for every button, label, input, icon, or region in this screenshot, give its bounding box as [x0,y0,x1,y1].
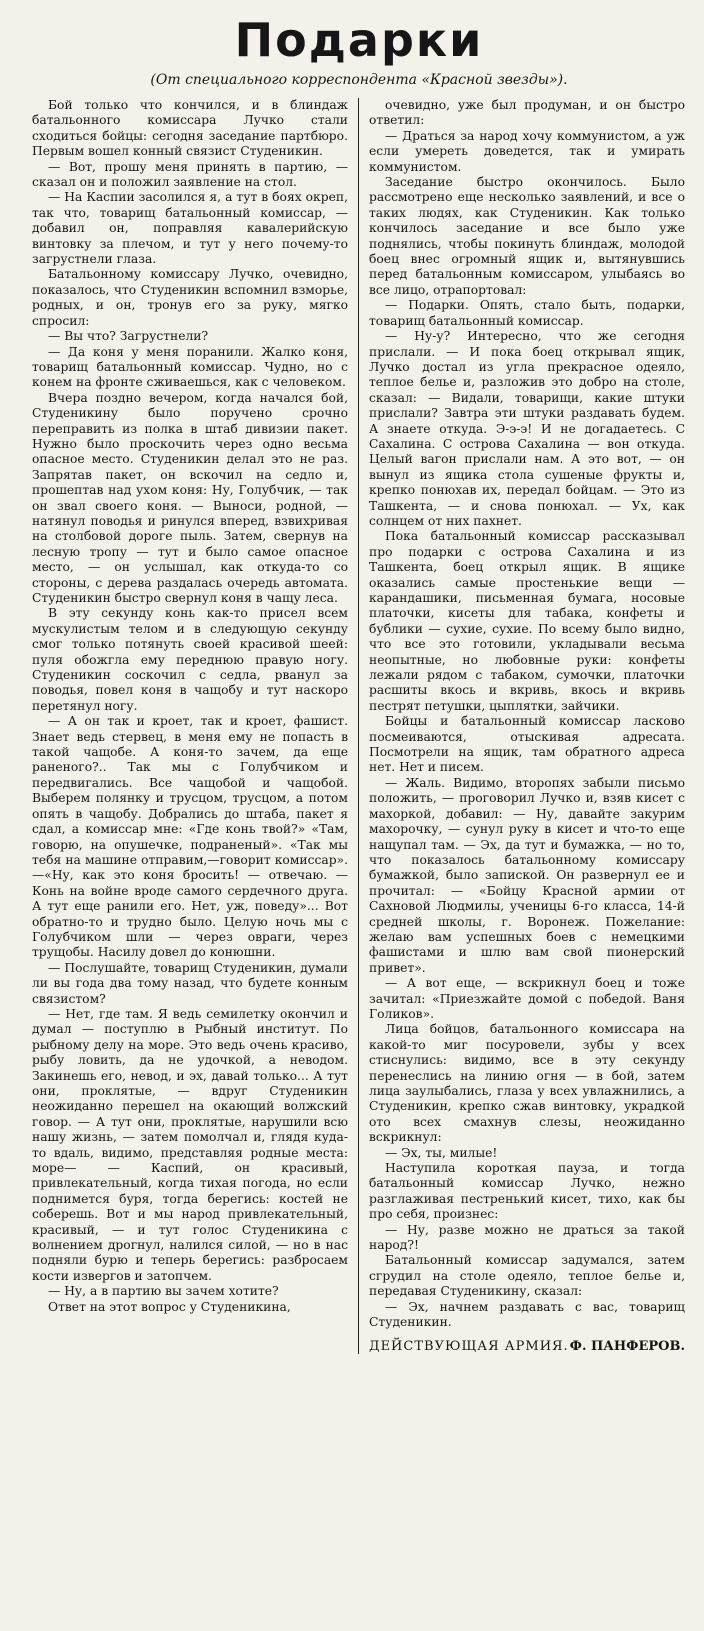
signature-block [369,1339,685,1354]
article-paragraph: — На Каспии засолился я, а тут в боях окреп, так что, товарищ батальонный комиссар, — добавил он, поправляя кавалерийскую винтовку за плечом, и тут у него почему-то загрустнели глаза. [32,190,348,267]
article-paragraph: Вчера поздно вечером, когда начался бой, Студеникину было поручено срочно переправить из полка в штаб дивизии пакет. Нужно было проскочить через одно весьма опасное место. Студеникин делал это не раз. Запрятав пакет, он вскочил на седло и, прошептав над ухом коня: Ну, Голубчик, — так он звал своего коня. — Выноси, родной, — натянул поводья и ринулся вперед, взвихривая на столбовой дороге пыль. Затем, свернув на лесную тропу — тут и было самое опасное место, — он услышал, как откуда-то со стороны, с дерева раздалась очередь автомата. Студеникин быстро свернул коня в чащу леса. [32,390,348,605]
article-paragraph: — Вы что? Загрустнели? [48,329,209,344]
article-paragraph: — Эх, ты, милые! [385,1145,498,1160]
article-paragraph: Батальонный комиссар задумался, затем сгрудил на столе одеяло, теплое белье и, передавая Студеникину, сказал: [369,1253,685,1299]
article-body [32,98,686,1354]
article-paragraph: — Ну, разве можно не драться за такой народ?! [369,1222,685,1253]
article-paragraph: — Драться за народ хочу коммунистом, а уж если умереть доведется, так и умирать коммунистом. [369,128,685,174]
article-paragraph: Бойцы и батальонный комиссар ласково посмеиваются, отыскивая адресата. Посмотрели на ящик, там обратного адреса нет. Нет и писем. [369,714,685,775]
article-paragraph: — Да коня у меня поранили. Жалко коня, товарищ батальонный комиссар. Чудно, но с конем на фронте сживаешься, как с человеком. [32,344,348,390]
article-paragraph: В эту секунду конь как-то присел всем мускулистым телом и в следующую секунду смог только потянуть своей красивой шеей: пуля обожгла ему переднюю правую ногу. Студеникин соскочил с седла, рванул за поводья, повел коня в чащобу и тут наскоро перетянул ногу. [32,606,348,713]
article-paragraph: Лица бойцов, батальонного комиссара на какой-то миг посуровели, зубы у всех стиснулись: видимо, все в эту секунду перенеслись на линию огня — в бой, затем лица заулыбались, глаза у всех увлажнились, а Студеникин, крепко сжав винтовку, украдкой ото всех смахнув слезы, неожиданно вскрикнул: [369,1022,685,1145]
article-paragraph: Заседание быстро окончилось. Было рассмотрено еще несколько заявлений, и все о таких людях, как Студеникин. Как только кончилось заседание и все было уже поднялись, чтобы покинуть блиндаж, молодой боец внес огромный ящик и, вытянувшись перед батальонным комиссаром, улыбаясь во все лицо, отрапортовал: [369,175,685,297]
article-headline: Подарки [234,13,484,67]
article-paragraph: Ответ на этот вопрос у Студеникина, [48,1299,291,1314]
article-paragraph: — А он так и кроет, так и кроет, фашист. Знает ведь стервец, в меня ему не попасть в такой чащобе. А коня-то зачем, да еще раненого?.. Так мы с Голубчиком и передвигались. Все чащобой и чащобой. Выберем полянку и трусцом, трусцом, а потом опять в чащобу. Добрались до штаба, пакет я сдал, а комиссар мне: «Где конь твой?» «Там, говорю, на опушечке, подраненый». «Так мы тебя на машине отправим,—говорит комиссар».—«Ну, как это коня бросить! — отвечаю. — Конь на войне вроде самого сердечного друга. А тут еще ранили его. Нет, уж, поведу»... Вот обратно-то и трудно было. Целую ночь мы с Голубчиком шли — через овраги, через трущобы. Насилу довел до конюшни. [32,714,348,960]
article-paragraph: — Послушайте, товарищ Студеникин, думали ли вы года два тому назад, что будете конным связистом? [32,960,348,1006]
article-paragraph: очевидно, уже был продуман, и он быстро ответил: [369,98,685,128]
article-paragraph: Батальонному комиссару Лучко, очевидно, показалось, что Студеникин вспомнил взморье, родных, и он, тронув его за руку, мягко спросил: [32,267,348,328]
dateline-place: ДЕЙСТВУЮЩАЯ АРМИЯ. [369,1338,569,1354]
left-column [32,98,359,1354]
article-paragraph: — Жаль. Видимо, второпях забыли письмо положить, — проговорил Лучко и, взяв кисет с махоркой, добавил: — Ну, давайте закурим махорочку, — сунул руку в кисет и что-то еще нащупал там. — Эх, да тут и бумажка, — но то, что показалось батальонному комиссару бумажкой, было запиской. Он развернул ее и прочитал: — «Бойцу Красной армии от Сахновой Людмилы, ученицы 6-го класса, 14-й средней школы, г. Воронеж. Пожелание: желаю вам успешных боев с немецкими фашистами и шлю вам свой пионерский привет». [369,775,685,975]
author-signature: Ф. ПАНФЕРОВ. [569,1338,685,1354]
article-paragraph: — Вот, прошу меня принять в партию, — сказал он и положил заявление на стол. [32,159,348,190]
article-paragraph: — А вот еще, — вскрикнул боец и тоже зачитал: «Приезжайте домой с победой. Ваня Голиков». [369,976,685,1021]
article-paragraph: Пока батальонный комиссар рассказывал про подарки с острова Сахалина и из Ташкента, боец открыл ящик. В ящике оказались самые простенькие вещи — карандашики, письменная бумага, носовые платочки, кисеты для табака, конфеты и бублики — сухие, сухие. По всему было видно, что все это готовили, укладывали весьма неопытные, но любовные руки: конфеты лежали рядом с табаком, сумочки, платочки расшиты вкось и вкривь, вкось и вкривь пестрят петушки, цыплятки, зайчики. [369,529,685,713]
article-byline: (От специального корреспондента «Красной звезды»). [150,72,568,88]
article-paragraph: — Нет, где там. Я ведь семилетку окончил и думал — поступлю в Рыбный институт. По рыбному делу на море. Это ведь очень красиво, рыбу ловить, да не удочкой, а неводом. Закинешь его, невод, и эх, давай только... А тут они, проклятые, — вдруг Студеникин неожиданно перешел на окающий волжский говор. — А тут они, проклятые, нарушили всю нашу жизнь, — затем помолчал и, глядя куда-то вдаль, видимо, представляя родные места: море— — Каспий, он красивый, привлекательный, когда тихая погода, но если поднимется буря, тогда берегись: костей не соберешь. Вот и мы народ привлекательный, красивый, — и тут голос Студеникина с волнением дрогнул, налился силой, — но в нас подняли бурю и теперь берегись: разбросаем кости извергов и затопчем. [32,1006,348,1283]
right-column [359,98,685,1354]
article-paragraph: — Ну-у? Интересно, что же сегодня прислали. — И пока боец открывал ящик, Лучко достал из угла прекрасное одеяло, теплое белье и, разложив это добро на столе, сказал: — Видали, товарищи, какие штуки прислали? Завтра эти штуки раздавать будем. А знаете откуда. Э-э-э! И не догадаетесь. С Сахалина. С острова Сахалина — вон откуда. Целый вагон прислали нам. А это вот, — он вынул из ящика стола сушеные фрукты и, крепко понюхав их, передал бойцам. — Это из Ташкента, — и снова понюхал. — Ух, как солнцем от них пахнет. [369,329,685,528]
article-paragraph: Бой только что кончился, и в блиндаж батальонного комиссара Лучко стали сходиться бойцы: сегодня заседание партбюро. Первым вошел конный связист Студеникин. [32,98,348,159]
article-paragraph: — Подарки. Опять, стало быть, подарки, товарищ батальонный комиссар. [369,298,685,328]
article-paragraph: — Эх, начнем раздавать с вас, товарищ Студеникин. [369,1299,685,1330]
article-paragraph: Наступила короткая пауза, и тогда батальонный комиссар Лучко, нежно разглаживая пестренький кисет, тихо, как бы про себя, произнес: [369,1161,685,1222]
article-paragraph: — Ну, а в партию вы зачем хотите? [48,1284,279,1299]
